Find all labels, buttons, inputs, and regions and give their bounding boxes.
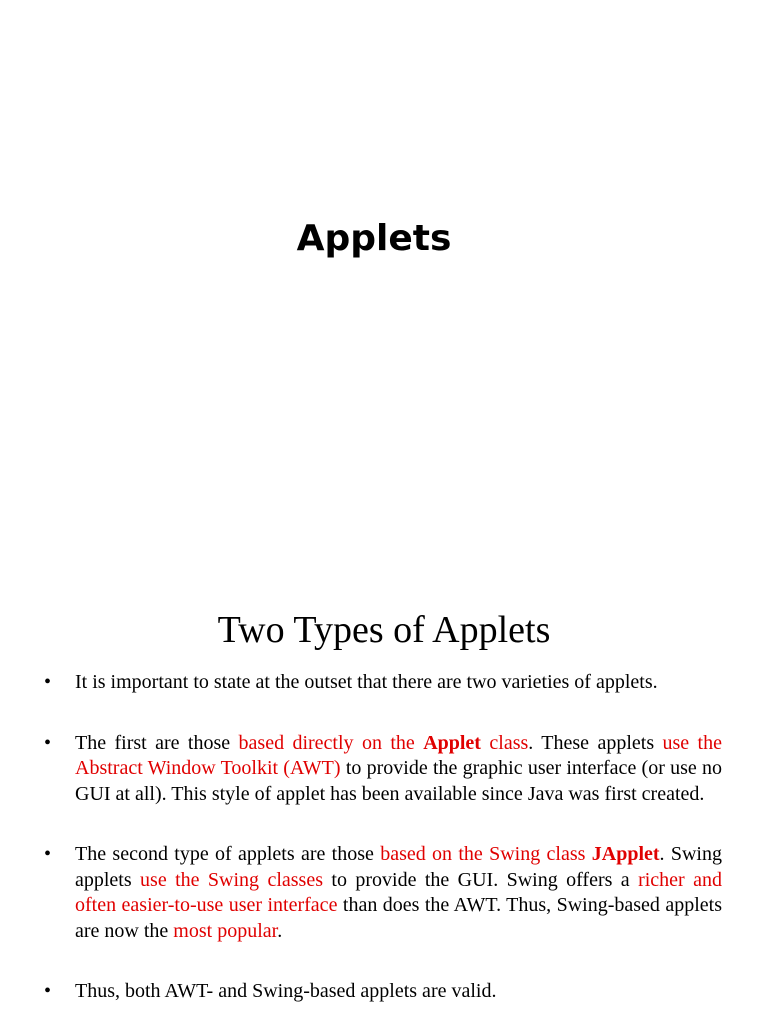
bullet-text: . These applets (528, 731, 663, 754)
highlight-text: class (480, 731, 529, 754)
bullet-text: to provide the graphic user interface (or use no GUI at all). This style of applet has been available since Java was first created. (75, 757, 723, 805)
bullet-text: The second type of applets are those (75, 843, 381, 865)
bullet-item-both-valid (44, 979, 722, 1005)
highlight-text: richer and often easier-to-use user interface (75, 868, 722, 916)
bullet-text: . (277, 919, 283, 942)
bullet-list (44, 670, 722, 1005)
bullet-text: than does the AWT. Thus, Swing-based applets are now the (75, 894, 723, 942)
highlight-text: based on the Swing class (380, 843, 592, 865)
bullet-text: It is important to state at the outset that there are two varieties of applets. (75, 671, 658, 693)
highlight-text: most popular (173, 919, 278, 942)
bullet-text: The first are those (75, 731, 239, 754)
bullet-item-swing-applets (44, 842, 722, 944)
bullet-text: . Swing applets (75, 843, 722, 891)
bullet-text: Thus, both AWT- and Swing-based applets are valid. (75, 980, 497, 1002)
slide-title-two-types: Two Types of Applets (217, 609, 551, 651)
highlight-text: based directly on the (238, 731, 424, 754)
highlight-keyword-japplet: JApplet (591, 843, 660, 865)
highlight-text: use the Abstract Window Toolkit (AWT) (75, 731, 722, 779)
bullet-item-awt-applets (44, 731, 722, 808)
highlight-text: use the Swing classes (140, 868, 323, 891)
highlight-keyword-applet: Applet (423, 731, 481, 754)
bullet-text: to provide the GUI. Swing offers a (323, 868, 639, 891)
slide-title-applets: Applets (296, 218, 452, 259)
bullet-item-varieties (44, 670, 722, 696)
